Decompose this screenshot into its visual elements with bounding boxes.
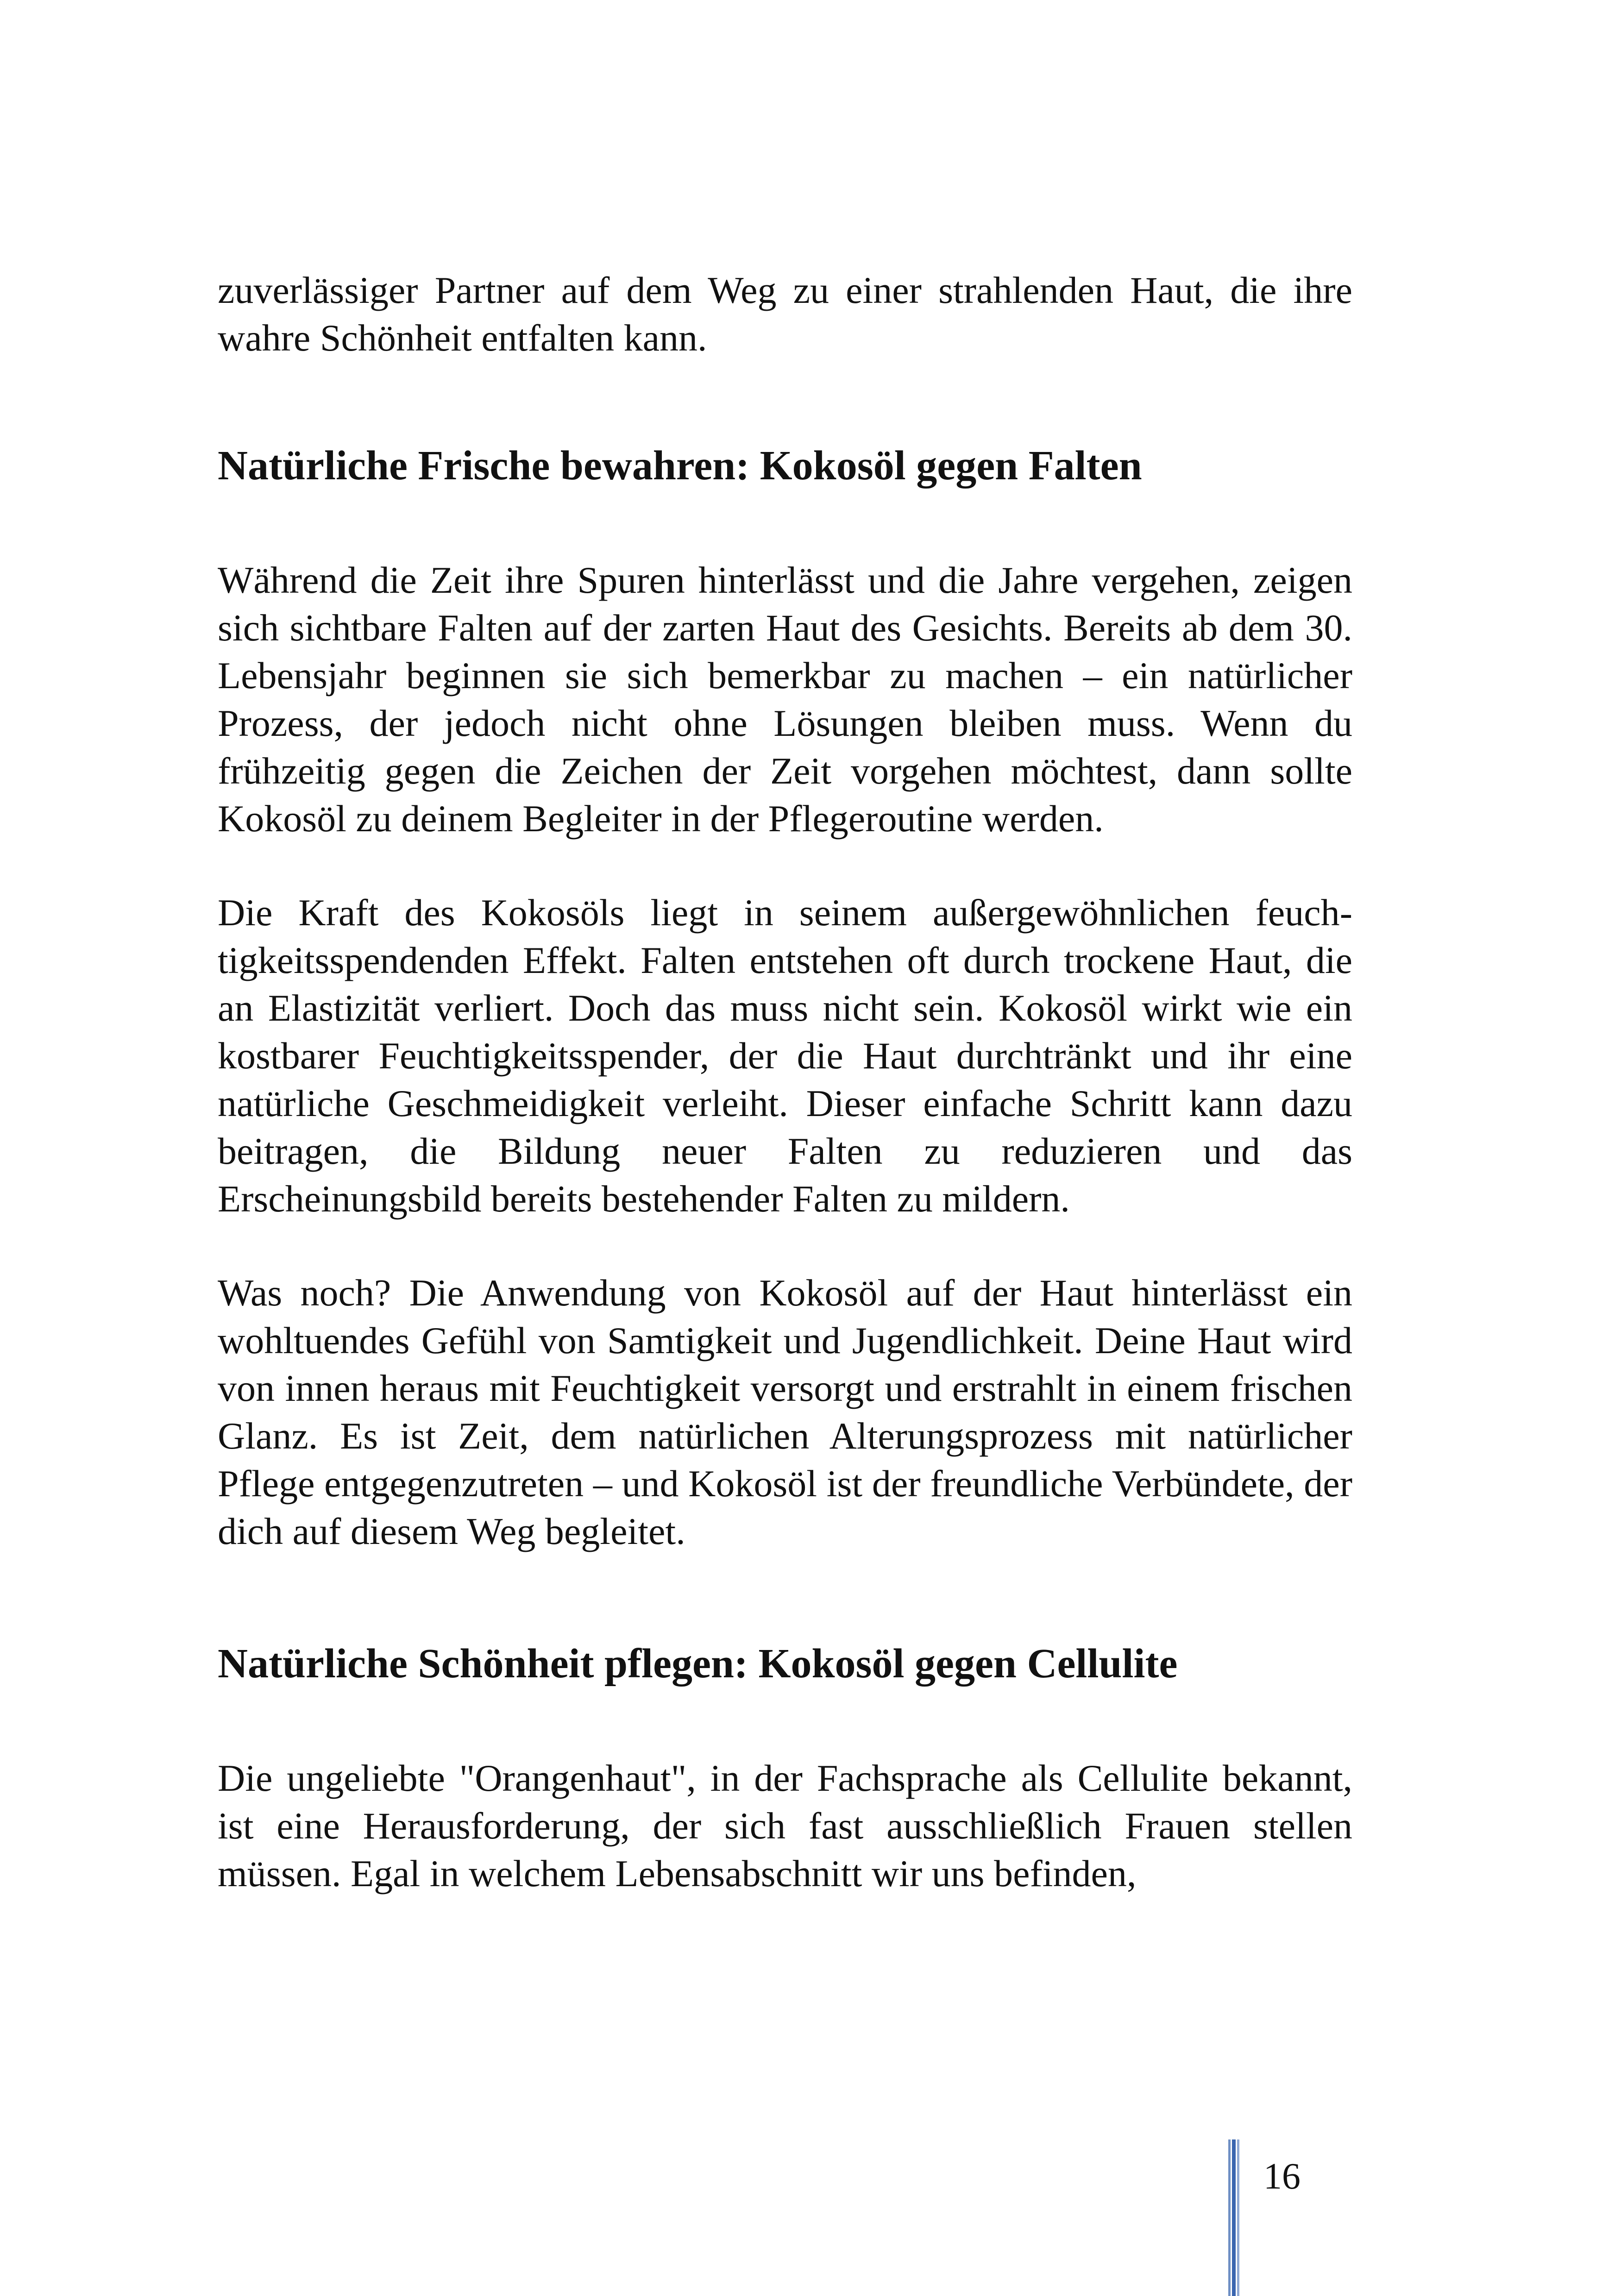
- spacer: [218, 842, 1352, 889]
- page-number-rule: [1228, 2139, 1241, 2296]
- spacer: [218, 1689, 1352, 1754]
- paragraph-cellulite-1: Die ungeliebte "Orangenhaut", in der Fachsprache als Cellulite bekannt, ist eine Herausforderung, der sich fast ausschließlich Frauen stellen müssen. Egal in welchem Lebensabschnitt wir uns befinden,: [218, 1757, 1352, 1895]
- rule-line: [1237, 2139, 1239, 2296]
- section-heading-cellulite: Natürliche Schönheit pflegen: Kokosöl gegen Cellulite: [218, 1641, 1178, 1687]
- paragraph-wrinkles-1: Während die Zeit ihre Spuren hinterlässt und die Jahre vergehen, zeigen sich sichtbare Falten auf der zarten Haut des Gesichts. Bereits ab dem 30. Lebensjahr beginnen sie sich bemerkbar zu machen – ein natürlicher Prozess, der jedoch nicht ohne Lösungen bleiben muss. Wenn du frühzeitig gegen die Zeichen der Zeit vorgehen möchtest, dann sollte Kokosöl zu deinem Begleiter in der Pflegeroutine werden.: [218, 559, 1352, 840]
- paragraph-wrinkles-3: Was noch? Die Anwendung von Kokosöl auf der Haut hinterlässt ein wohltuendes Gefühl von Samtigkeit und Jugendlichkeit. Deine Haut wird von innen heraus mit Feuchtigkeit versorgt und erstrahlt in einem frischen Glanz. Es ist Zeit, dem natürlichen Alterungsprozess mit natürlicher Pflege entgegenzutreten – und Kokosöl ist der freundliche Verbündete, der dich auf diesem Weg begleitet.: [218, 1272, 1352, 1552]
- spacer: [218, 1223, 1352, 1269]
- spacer: [218, 362, 1352, 440]
- page-number: 16: [1263, 2156, 1301, 2197]
- section-heading-wrinkles: Natürliche Frische bewahren: Kokosöl gegen Falten: [218, 443, 1142, 489]
- rule-line: [1232, 2139, 1236, 2296]
- page-content: [218, 266, 1352, 1897]
- spacer: [218, 491, 1352, 556]
- intro-paragraph: zuverlässiger Partner auf dem Weg zu einer strahlenden Haut, die ihre wahre Schönheit entfalten kann.: [218, 269, 1352, 359]
- paragraph-wrinkles-2: Die Kraft des Kokosöls liegt in seinem außergewöhnlichen feuchtigkeitsspendenden Effekt. Falten entstehen oft durch trockene Haut, die an Elastizität verliert. Doch das muss nicht sein. Kokosöl wirkt wie ein kostbarer Feuchtigkeitsspender, der die Haut durchtränkt und ihr eine natürliche Geschmeidigkeit verleiht. Dieser einfache Schritt kann dazu beitragen, die Bildung neuer Falten zu reduzieren und das Erscheinungsbild bereits bestehender Falten zu mildern.: [218, 891, 1352, 1220]
- rule-line: [1228, 2139, 1231, 2296]
- spacer: [218, 1555, 1352, 1638]
